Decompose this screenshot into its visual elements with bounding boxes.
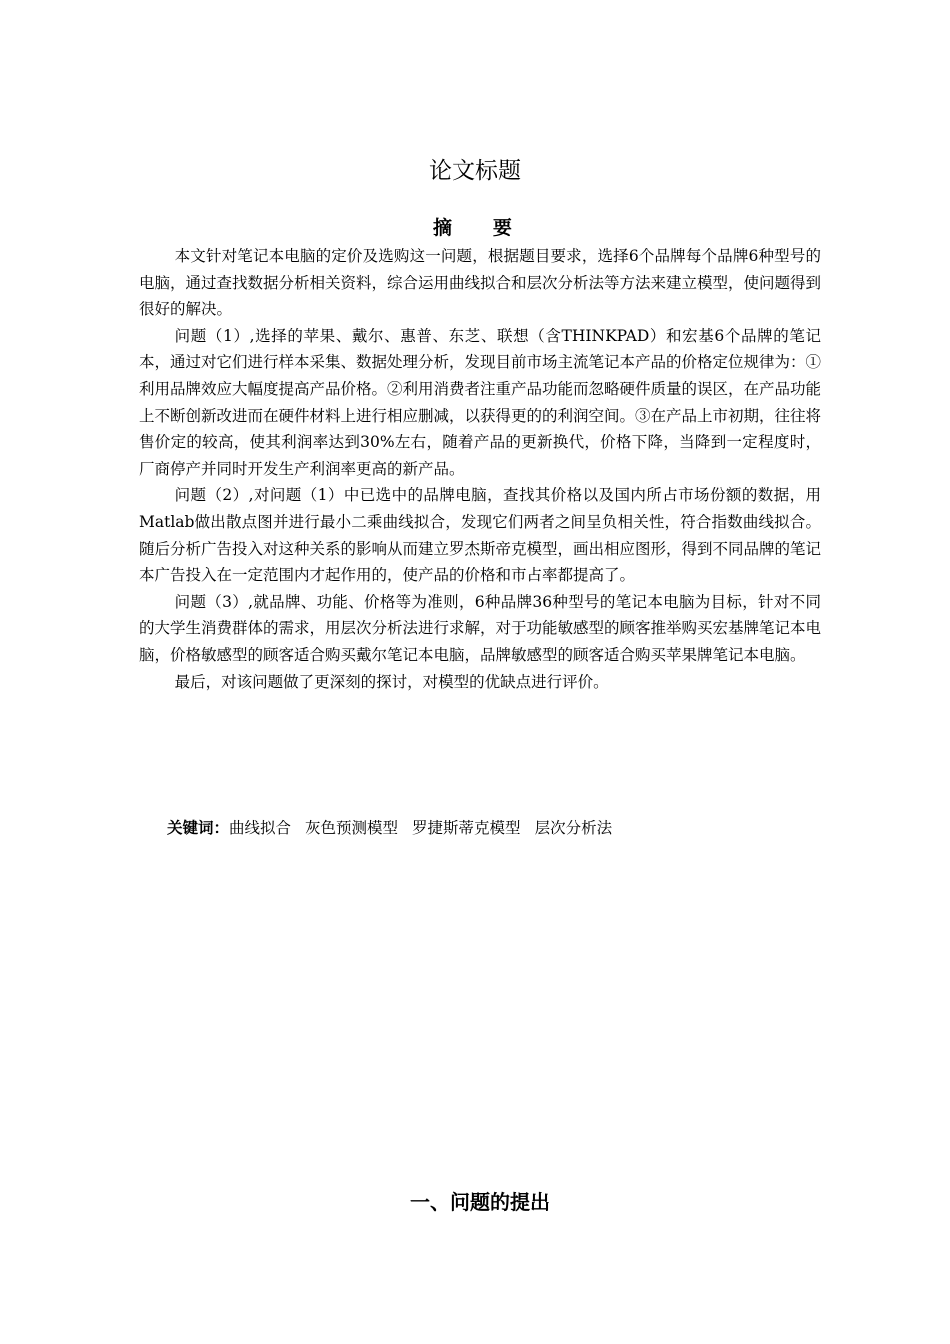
abstract-paragraph: 最后，对该问题做了更深刻的探讨，对模型的优缺点进行评价。	[174, 672, 609, 691]
keyword: 曲线拟合	[229, 819, 292, 837]
keyword: 灰色预测模型	[305, 819, 399, 837]
abstract-paragraph: 问题（3）,就品牌、功能、价格等为准则，6种品牌36种型号的笔记本电脑为目标，针对不同的大学生消费群体的需求，用层次分析法进行求解，对于功能敏感型的顾客推举购买宏基牌笔记本电脑，价格敏感型的顾客适合购买戴尔笔记本电脑，品牌敏感型的顾客适合购买苹果牌笔记本电脑。	[139, 592, 822, 664]
section-heading: 一、问题的提出	[410, 1190, 550, 1214]
abstract-body	[139, 243, 821, 695]
abstract-heading: 摘 要	[433, 217, 529, 239]
keywords-label: 关键词：	[167, 819, 230, 837]
abstract-paragraph: 本文针对笔记本电脑的定价及选购这一问题，根据题目要求，选择6个品牌每个品牌6种型号的电脑，通过查找数据分析相关资料，综合运用曲线拟合和层次分析法等方法来建立模型，使问题得到很好的解决。	[139, 247, 822, 319]
keyword: 罗捷斯蒂克模型	[412, 819, 521, 837]
keywords-line	[167, 813, 807, 843]
abstract-paragraph: 问题（1）,选择的苹果、戴尔、惠普、东芝、联想（含THINKPAD）和宏基6个品牌的笔记本，通过对它们进行样本采集、数据处理分析，发现目前市场主流笔记本产品的价格定位规律为：①利用品牌效应大幅度提高产品价格。②利用消费者注重产品功能而忽略硬件质量的误区，在产品功能上不断创新改进而在硬件材料上进行相应删减，以获得更的的利润空间。③在产品上市初期，往往将售价定的较高，使其利润率达到30%左右，随着产品的更新换代，价格下降，当降到一定程度时，厂商停产并同时开发生产利润率更高的新产品。	[139, 326, 822, 478]
keyword: 层次分析法	[534, 819, 613, 837]
abstract-paragraph: 问题（2）,对问题（1）中已选中的品牌电脑，查找其价格以及国内所占市场份额的数据，用Matlab做出散点图并进行最小二乘曲线拟合，发现它们两者之间呈负相关性，符合指数曲线拟合。随后分析广告投入对这种关系的影响从而建立罗杰斯帝克模型，画出相应图形，得到不同品牌的笔记本广告投入在一定范围内才起作用的，使产品的价格和市占率都提高了。	[139, 486, 822, 585]
paper-title: 论文标题	[429, 158, 521, 184]
